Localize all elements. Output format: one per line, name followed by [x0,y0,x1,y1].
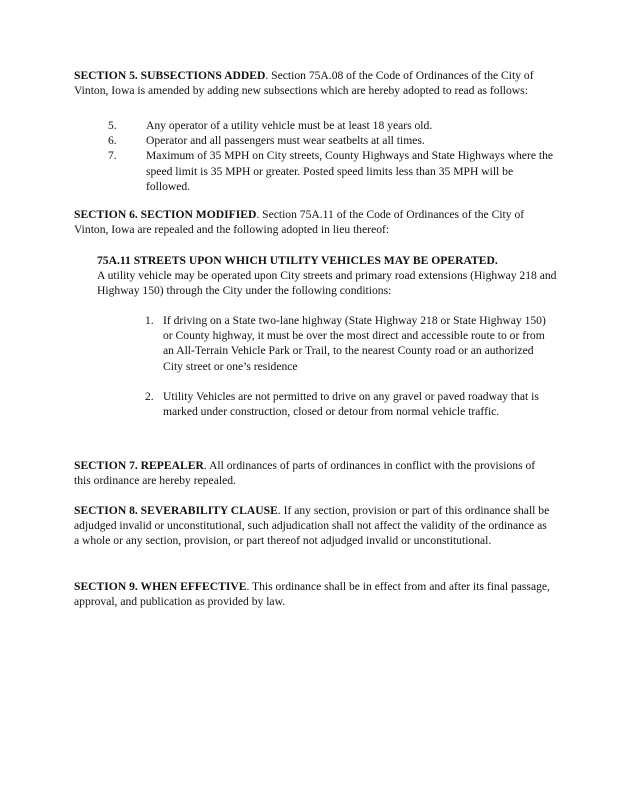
list-item [74,133,554,148]
section-9-body: . This ordinance shall be in effect from and after its final passage, approval, and publication as provided by law. [74,580,550,609]
section-6-body: . Section 75A.11 of the Code of Ordinances of the City of Vinton, Iowa are repealed and the following adopted in lieu thereof: [74,208,525,237]
condition-item [145,313,555,374]
list-item [74,118,554,133]
condition-text: Utility Vehicles are not permitted to drive on any gravel or paved roadway that is marked under construction, closed or detour from normal vehicle traffic. [163,390,539,419]
condition-number: 1. [145,314,154,327]
list-item-text: Any operator of a utility vehicle must be at least 18 years old. [146,119,433,132]
section-9-paragraph [74,579,554,609]
section-5-list [74,118,554,194]
subsection-title: 75A.11 STREETS UPON WHICH UTILITY VEHICLES MAY BE OPERATED. [97,254,498,267]
subsection-body: A utility vehicle may be operated upon City streets and primary road extensions (Highway 218 and Highway 150) through the City under the following conditions: [97,269,557,298]
list-item-text: Operator and all passengers must wear seatbelts at all times. [146,134,425,148]
section-8-paragraph [74,503,554,549]
condition-number: 2. [145,390,154,403]
condition-text: If driving on a State two-lane highway (State Highway 218 or State Highway 150) or County highway, it must be over the most direct and accessible route to or from an All-Terrain Vehicle Park or Trail, to the nearest County road or an authorized City street or one’s residence [163,314,546,373]
list-item [74,148,554,194]
section-9-heading: SECTION 9. WHEN EFFECTIVE [74,580,247,593]
list-item-number: 7. [108,149,117,163]
section-5-body: . Section 75A.08 of the Code of Ordinances of the City of Vinton, Iowa is amended by adding new subsections which are hereby adopted to read as follows: [74,69,534,98]
section-7-heading: SECTION 7. REPEALER [74,459,204,472]
section-6-heading: SECTION 6. SECTION MODIFIED [74,208,257,221]
section-5-heading: SECTION 5. SUBSECTIONS ADDED [74,69,266,82]
condition-item [145,389,555,419]
list-item-text: Maximum of 35 MPH on City streets, County Highways and State Highways where the speed limit is 35 MPH or greater. Posted speed limits less than 35 MPH will be followed. [146,149,554,193]
section-5-paragraph [74,68,554,98]
section-8-heading: SECTION 8. SEVERABILITY CLAUSE [74,504,278,517]
section-7-body: . All ordinances of parts of ordinances in conflict with the provisions of this ordinance are hereby repealed. [74,459,536,488]
list-item-number: 5. [108,119,117,132]
section-7-paragraph [74,458,554,488]
list-item-number: 6. [108,134,117,148]
section-6-paragraph [74,207,554,237]
section-8-body: . If any section, provision or part of this ordinance shall be adjudged invalid or unconstitutional, such adjudication shall not affect the validity of the ordinance as a whole or any section, provision, or part thereof not adjudged invalid or unconstitutional. [74,504,550,548]
